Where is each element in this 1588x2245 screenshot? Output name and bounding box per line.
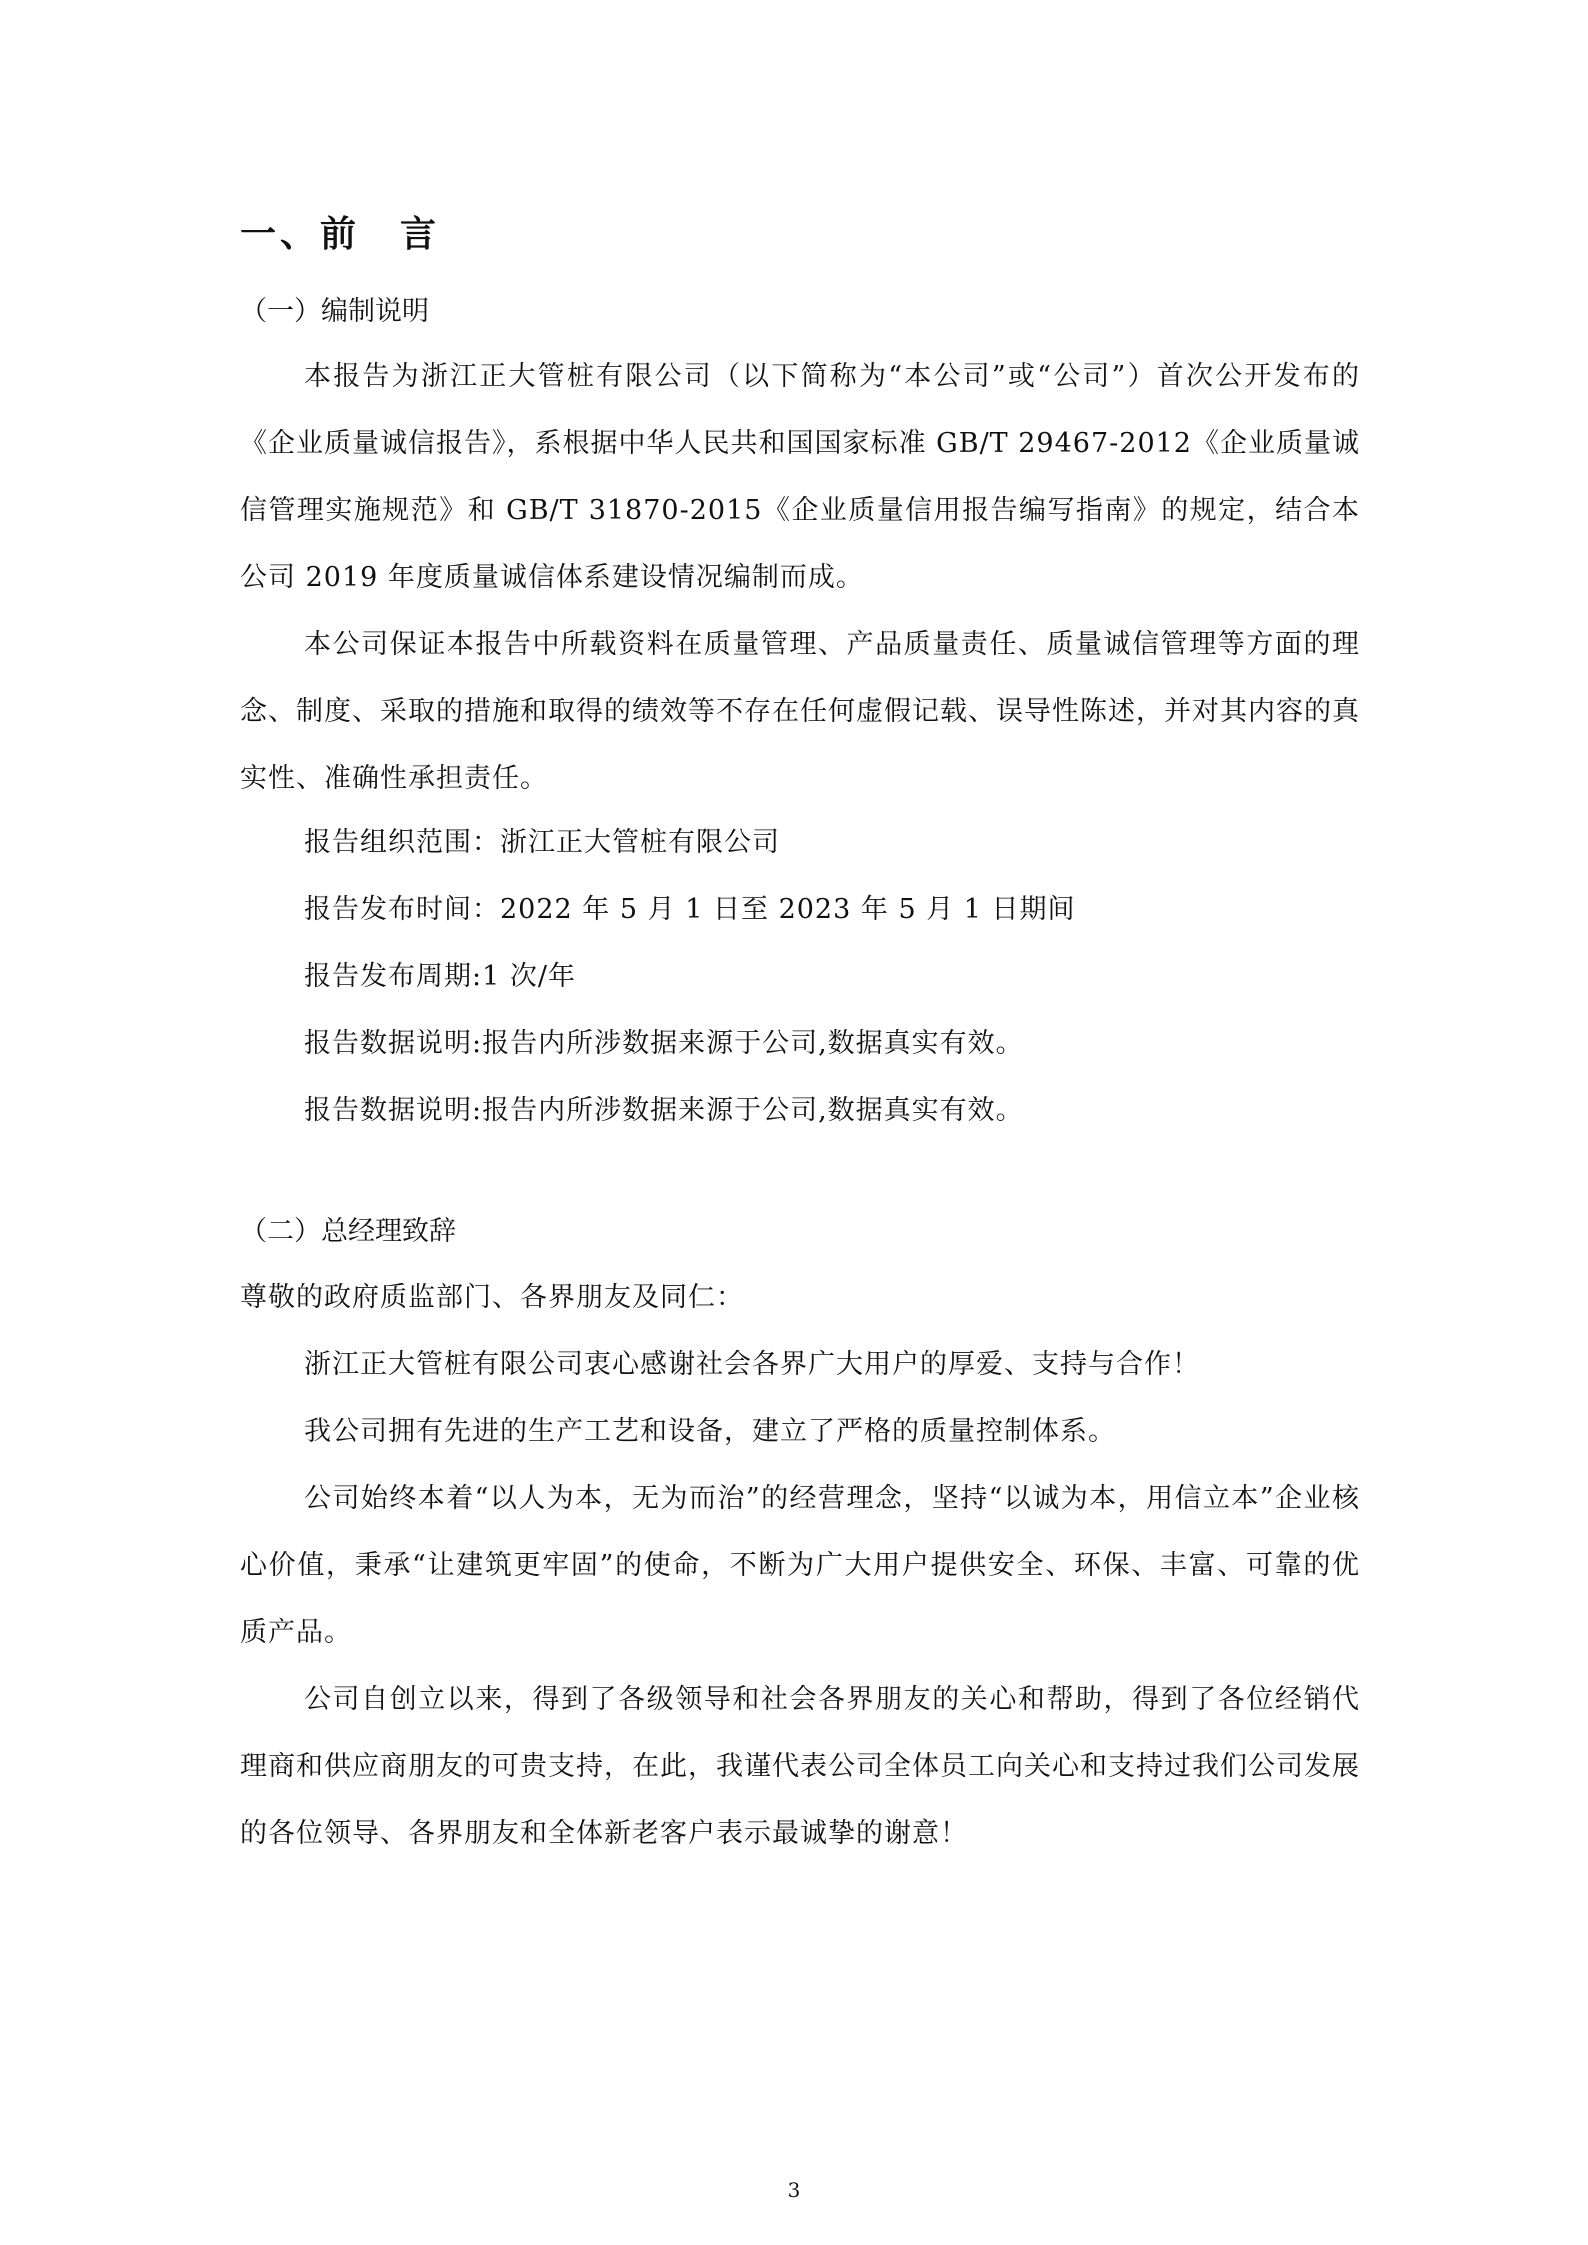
report-scope: 报告组织范围：浙江正大管桩有限公司 [304, 827, 780, 858]
page-number: 3 [787, 2178, 801, 2202]
page-heading: 一、前 言 [240, 214, 441, 255]
report-release-time: 报告发布时间：2022 年 5 月 1 日至 2023 年 5 月 1 日期间 [304, 894, 1076, 925]
guarantee-paragraph: 本公司保证本报告中所载资料在质量管理、产品质量责任、质量诚信管理等方面的理念、制度、采取的措施和取得的绩效等不存在任何虚假记载、误导性陈述，并对其内容的真实性、准确性承担责任。 [240, 629, 1360, 794]
intro-paragraph: 本报告为浙江正大管桩有限公司（以下简称为“本公司”或“公司”）首次公开发布的《企业质量诚信报告》，系根据中华人民共和国国家标准 GB/T 29467-2012《企业质量诚信管理实施规范》和 GB/T 31870-2015《企业质量信用报告编写指南》的规定，结合本公司 2019 年度质量诚信体系建设情况编制而成。 [240, 361, 1360, 593]
speech-gratitude: 公司自创立以来，得到了各级领导和社会各界朋友的关心和帮助，得到了各位经销代理商和供应商朋友的可贵支持，在此，我谨代表公司全体员工向关心和支持过我们公司发展的各位领导、各界朋友和全体新老客户表示最诚挚的谢意！ [240, 1684, 1360, 1849]
speech-philosophy: 公司始终本着“以人为本，无为而治”的经营理念，坚持“以诚为本，用信立本”企业核心价值，秉承“让建筑更牢固”的使命，不断为广大用户提供安全、环保、丰富、可靠的优质产品。 [240, 1483, 1360, 1648]
section-title-gm-speech: （二）总经理致辞 [240, 1216, 456, 1247]
speech-salutation: 尊敬的政府质监部门、各界朋友及同仁： [240, 1282, 744, 1313]
report-data-note-repeat: 报告数据说明:报告内所涉数据来源于公司,数据真实有效。 [304, 1095, 1024, 1126]
report-release-cycle: 报告发布周期:1 次/年 [304, 961, 576, 992]
section-title-compilation-notes: （一）编制说明 [240, 296, 429, 327]
report-data-note: 报告数据说明:报告内所涉数据来源于公司,数据真实有效。 [304, 1028, 1024, 1059]
speech-thanks: 浙江正大管桩有限公司衷心感谢社会各界广大用户的厚爱、支持与合作！ [304, 1349, 1200, 1380]
speech-process: 我公司拥有先进的生产工艺和设备，建立了严格的质量控制体系。 [304, 1416, 1116, 1447]
